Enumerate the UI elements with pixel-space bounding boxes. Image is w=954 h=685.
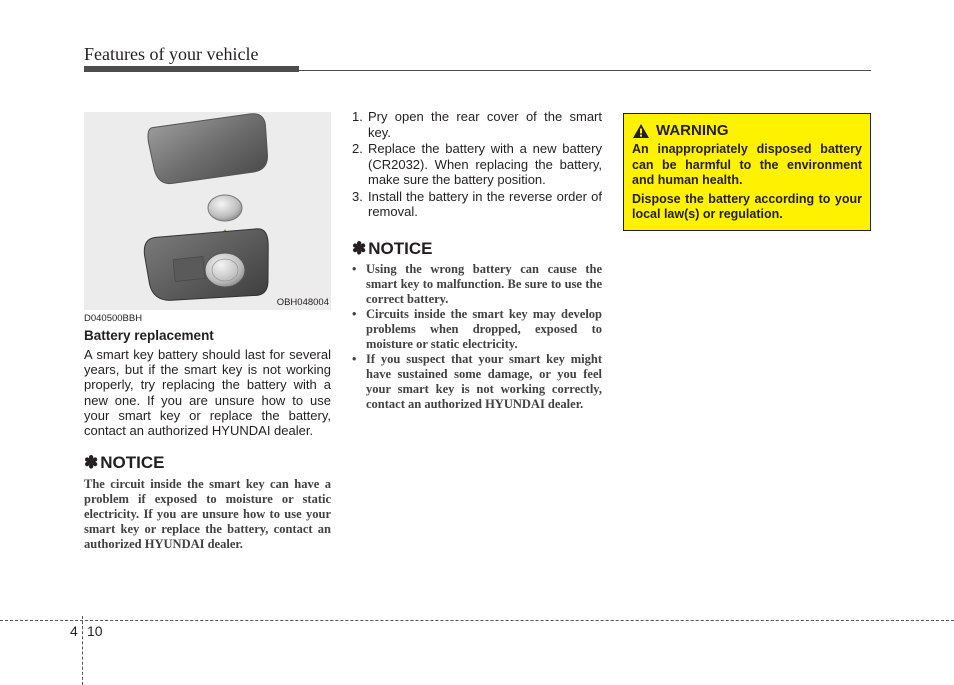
bullet-item: • If you suspect that your smart key might have sustained some damage, or you feel your smart key is not working correctly, contact an authorized HYUNDAI dealer.	[352, 352, 602, 411]
figure-code: OBH048004	[276, 297, 329, 308]
bullet-item: • Using the wrong battery can cause the smart key to malfunction. Be sure to use the correct battery.	[352, 262, 602, 306]
chapter-number: 4	[70, 623, 78, 639]
notice-left-label: NOTICE	[100, 453, 165, 472]
header-rule-thin	[299, 70, 871, 71]
warning-label: WARNING	[656, 122, 729, 139]
step-item: 3. Install the battery in the reverse order of removal.	[352, 188, 602, 219]
page-header-title: Features of your vehicle	[84, 44, 259, 64]
step-item: 1. Pry open the rear cover of the smart key.	[352, 109, 602, 140]
page-number: 10	[87, 623, 103, 639]
smart-key-battery-illustration	[84, 112, 331, 310]
notice-right-label: NOTICE	[368, 239, 433, 258]
notice-star-icon: ✽	[352, 239, 367, 258]
bullet-item: • Circuits inside the smart key may develop problems when dropped, exposed to moisture or static electricity.	[352, 307, 602, 351]
warning-box	[623, 113, 871, 231]
notice-right-title	[352, 239, 432, 259]
step-item: 2. Replace the battery with a new battery (CR2032). When replacing the battery, make sure the battery position.	[352, 141, 602, 187]
notice-star-icon: ✽	[84, 453, 99, 472]
section-code: D040500BBH	[84, 313, 143, 324]
notice-left-text: The circuit inside the smart key can have a problem if exposed to moisture or static electricity. If you are unsure how to use your smart key or replace the battery, contact an authorized HYUNDAI dealer.	[84, 477, 331, 551]
notice-right-bullets	[352, 262, 602, 412]
warning-paragraph: An inappropriately disposed battery can be harmful to the environment and human health.	[632, 142, 862, 187]
footer-divider	[82, 616, 83, 685]
section-body: A smart key battery should last for several years, but if the smart key is not working properly, try replacing the battery with a new one. If you are unsure how to use your smart key or replace the battery, contact an authorized HYUNDAI dealer.	[84, 347, 331, 439]
header-rule-thick	[84, 66, 299, 72]
replacement-steps	[352, 109, 602, 221]
notice-left-title	[84, 453, 164, 473]
warning-triangle-icon	[632, 123, 650, 139]
warning-title	[632, 122, 862, 139]
footer-rule	[0, 620, 954, 621]
section-heading: Battery replacement	[84, 328, 214, 343]
smart-key-drawing	[84, 112, 331, 310]
warning-paragraph: Dispose the battery according to your local law(s) or regulation.	[632, 191, 862, 221]
